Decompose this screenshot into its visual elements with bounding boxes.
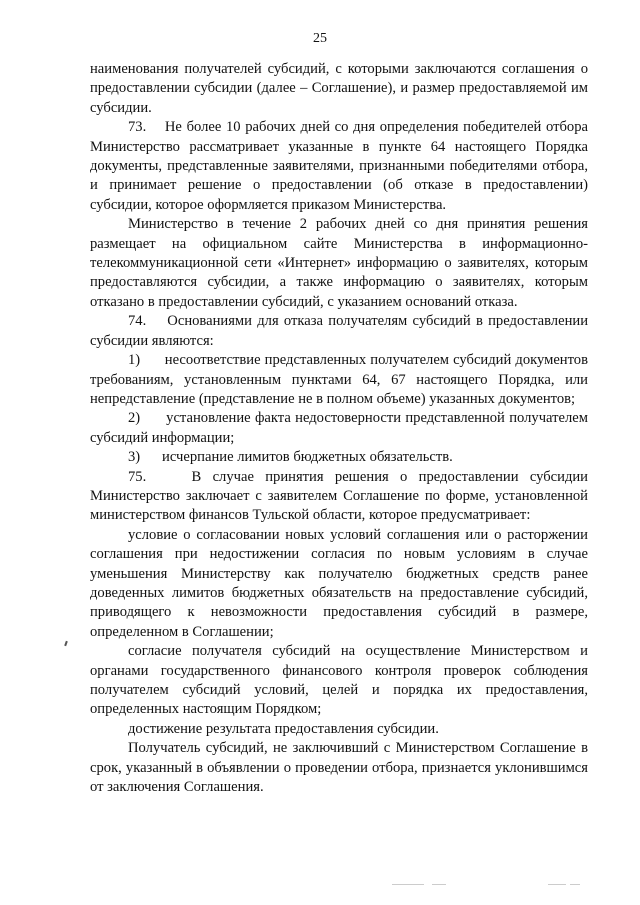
paragraph-75-evasion: Получатель субсидий, не заключивший с Министерством Соглашение в срок, указанный в объявлении о проведении отбора, признается уклонившимся от заключения Соглашения. bbox=[90, 740, 588, 796]
paragraph-75: 75. В случае принятия решения о предоставлении субсидии Министерство заключает с заявителем Соглашение по форме, установленной министерством финансов Тульской области, которое предусматривает: bbox=[90, 468, 588, 524]
page-number: 25 bbox=[313, 31, 327, 46]
paragraph-75-condition-result: достижение результата предоставления субсидии. bbox=[128, 720, 439, 737]
scan-artifact-mark bbox=[64, 641, 68, 646]
document-body bbox=[90, 60, 588, 797]
paragraph-74-item-1: 1) несоответствие представленных получателем субсидий документов требованиям, установленным пунктами 64, 67 настоящего Порядка, или непредставление (представление не в полном объеме) указанных документов; bbox=[90, 352, 588, 407]
paragraph-74-item-2: 2) установление факта недостоверности представленной получателем субсидий информации; bbox=[90, 410, 588, 446]
paragraph-75-condition-consent: согласие получателя субсидий на осуществление Министерством и органами государственного финансового контроля проверок соблюдения получателем субсидий условий, целей и порядка их предоставления, определенных настоящим Порядком; bbox=[90, 643, 588, 718]
paragraph-continuation: наименования получателей субсидий, с которыми заключаются соглашения о предоставлении субсидии (далее – Соглашение), и размер предоставляемой им субсидии. bbox=[90, 61, 588, 116]
paragraph-74: 74. Основаниями для отказа получателям субсидий в предоставлении субсидии являются: bbox=[90, 313, 588, 349]
paragraph-73-publication: Министерство в течение 2 рабочих дней со дня принятия решения размещает на официальном сайте Министерства в информационно-телекоммуникационной сети «Интернет» информацию о заявителях, которым предоставляются субсидии, а также информацию о заявителях, которым отказано в предоставлении субсидий, с указанием оснований отказа. bbox=[90, 216, 588, 310]
scan-artifact-footer bbox=[0, 884, 640, 890]
paragraph-74-item-3: 3) исчерпание лимитов бюджетных обязательств. bbox=[128, 449, 453, 466]
paragraph-75-condition-agreement: условие о согласовании новых условий соглашения или о расторжении соглашения при недостижении согласия по новым условиям в случае уменьшения Министерству как получателю бюджетных средств ранее доведенных лимитов бюджетных обязательств на предоставление субсидий, приводящего к невозможности предоставления субсидий в размере, определенном в Соглашении; bbox=[90, 526, 588, 640]
paragraph-73: 73. Не более 10 рабочих дней со дня определения победителей отбора Министерство рассматривает указанные в пункте 64 настоящего Порядка документы, представленные заявителями, признанными победителями отбора, и принимает решение о предоставлении (об отказе в предоставлении) субсидии, которое оформляется приказом Министерства. bbox=[90, 119, 588, 213]
